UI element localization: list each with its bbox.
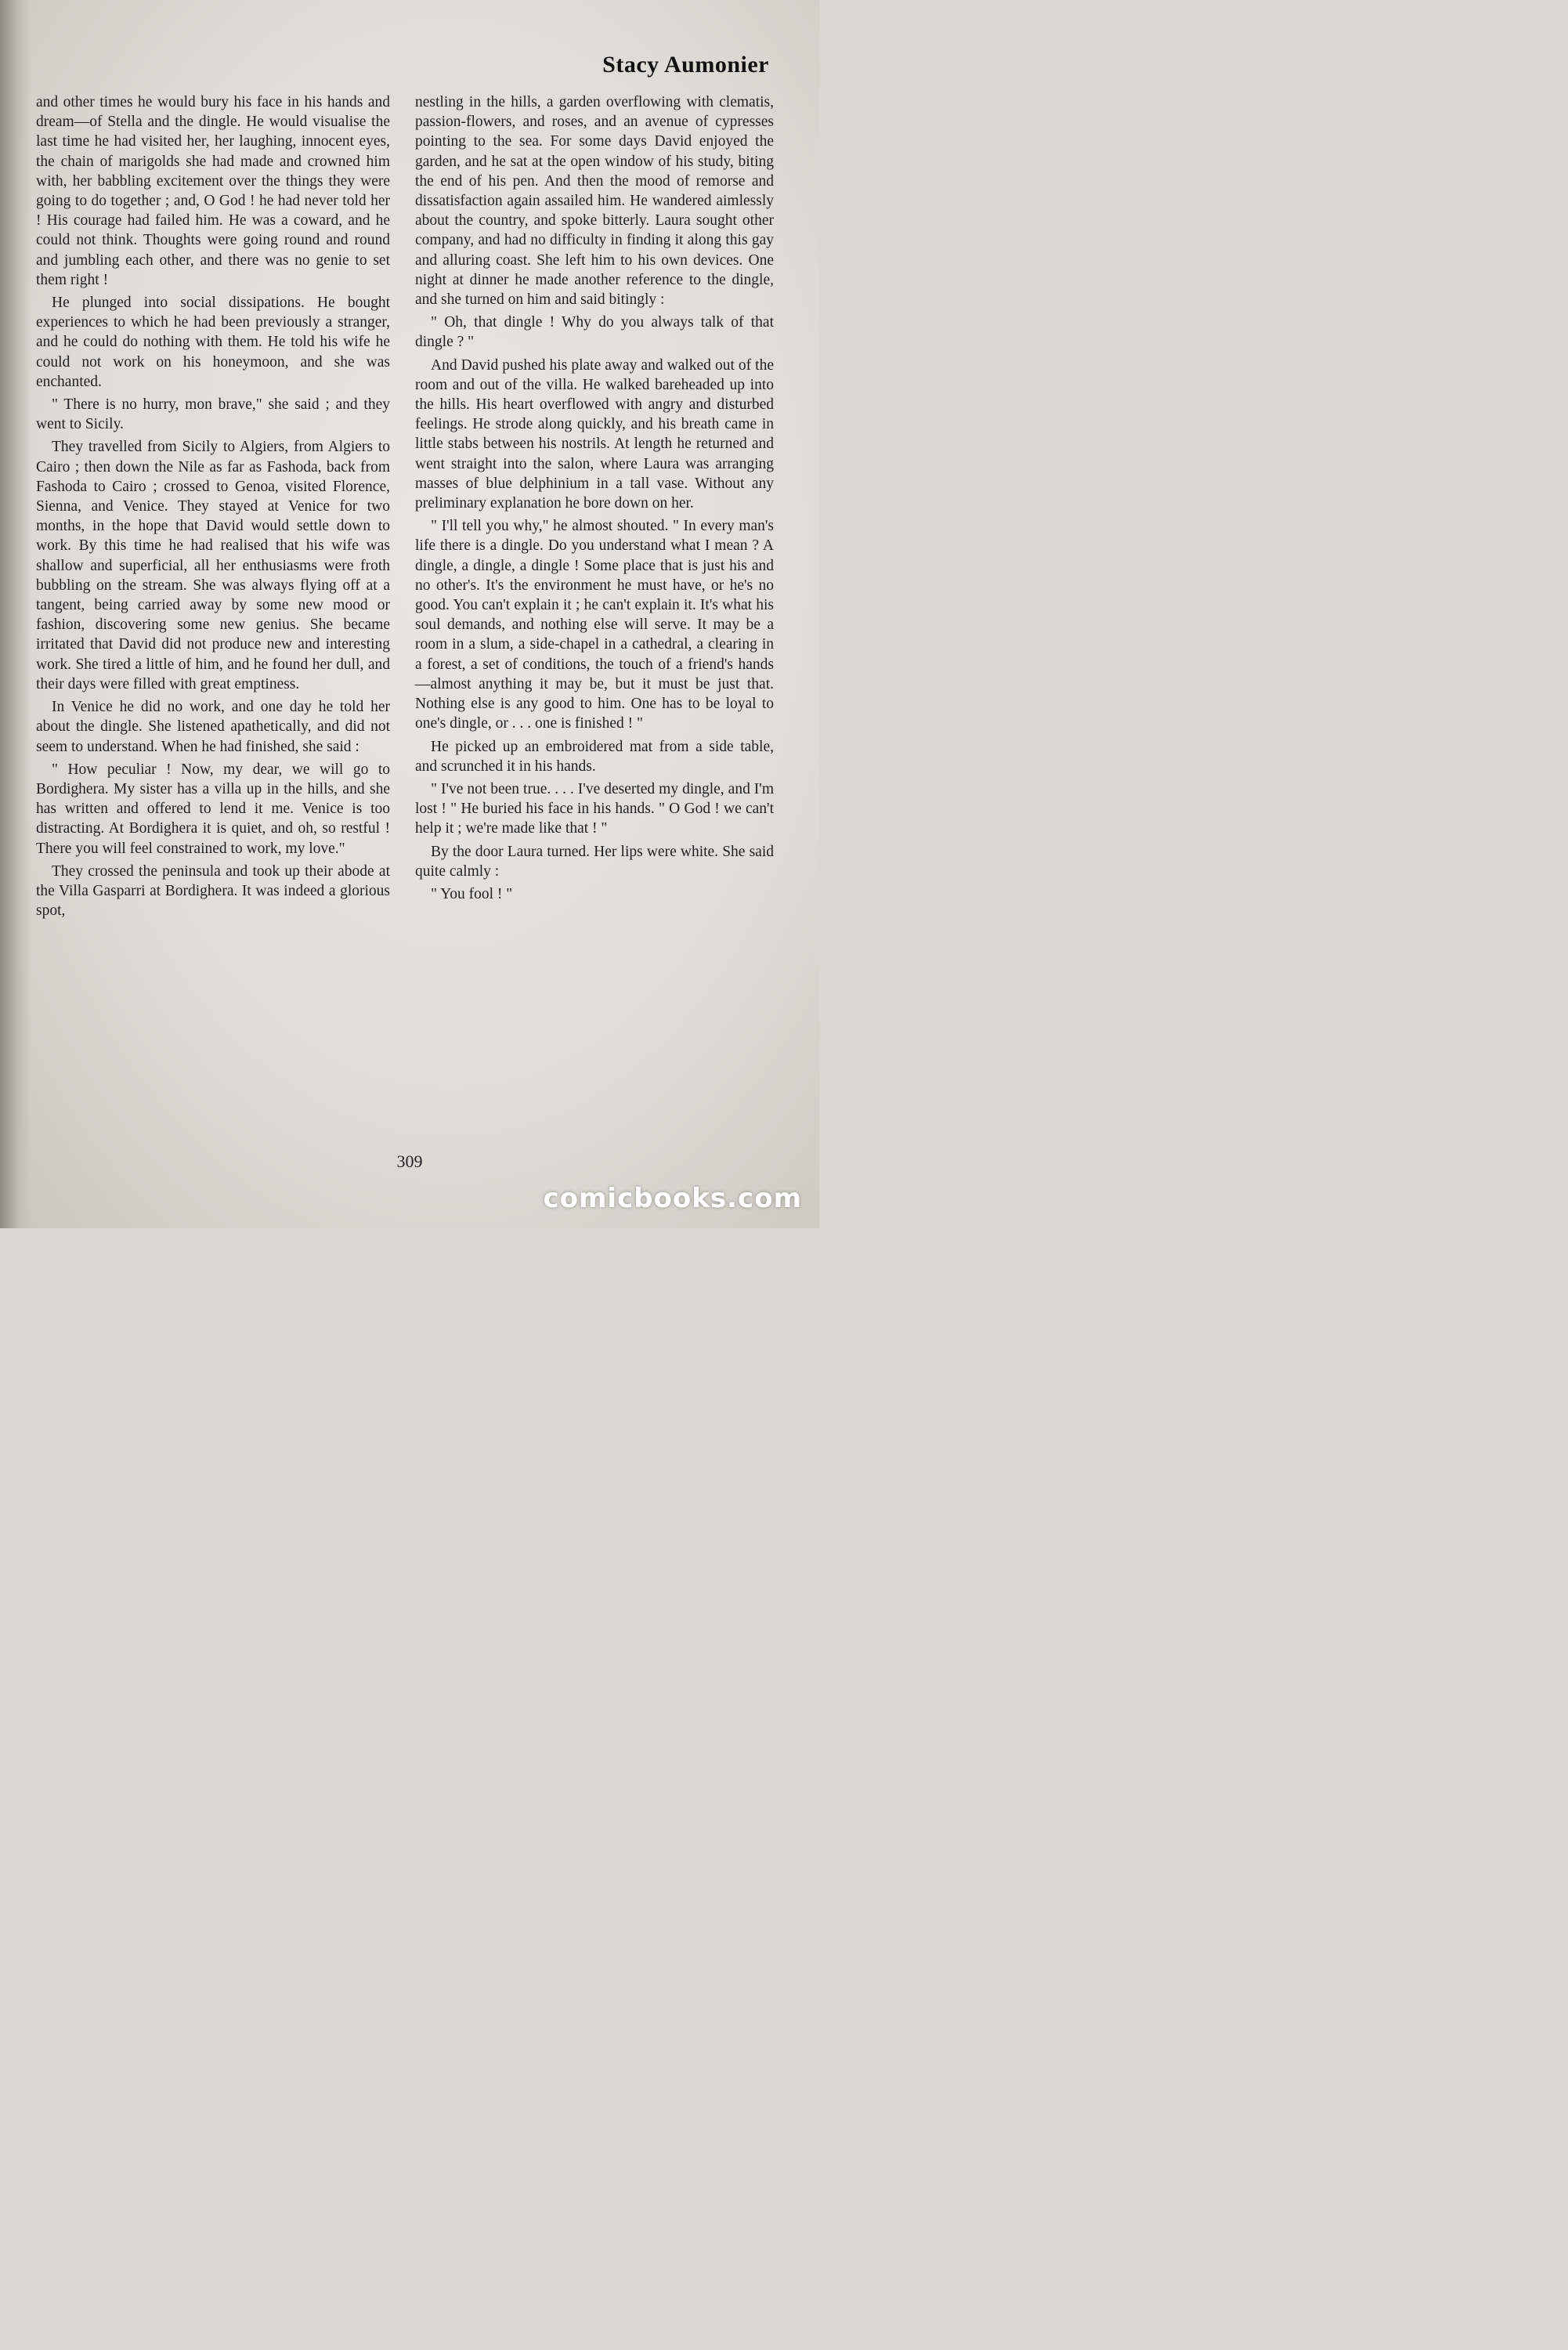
text-column-left [36,92,390,924]
site-watermark: comicbooks.com [543,1183,802,1214]
text-column-right [415,92,774,907]
paragraph: " I've not been true. . . . I've deserted my dingle, and I'm lost ! " He buried his face in his hands. " O God ! we can't help it ; we're made like that ! " [415,780,774,837]
page-number: 309 [396,1152,423,1171]
paragraph: " There is no hurry, mon brave," she said ; and they went to Sicily. [36,396,390,433]
paragraph: " You fool ! " [431,885,513,902]
paragraph: They travelled from Sicily to Algiers, from Algiers to Cairo ; then down the Nile as far as Fashoda, back from Fashoda to Cairo ; crossed to Genoa, visited Florence, Sienna, and Venice. They stayed at Venice for two months, in the hope that David would settle down to work. By this time he had realised that his wife was shallow and superficial, all her enthusiasms were froth bubbling on the stream. She was always flying off at a tangent, being carried away by some new mood or fashion, discovering some new genius. She became irritated that David did not produce new and interesting work. She tired a little of him, and he found her dull, and their days were filled with great emptiness. [36,439,390,692]
paragraph: and other times he would bury his face in his hands and dream—of Stella and the dingle. He would visualise the last time he had visited her, her laughing, innocent eyes, the chain of marigolds she had made and crowned him with, her babbling excitement over the things they were going to do together ; and, O God ! he had never told her ! His courage had failed him. He was a coward, and he could not think. Thoughts were going round and round and jumbling each other, and there was no genie to set them right ! [36,94,390,288]
paragraph: And David pushed his plate away and walked out of the room and out of the villa. He walked bareheaded up into the hills. His heart overflowed with angry and disturbed feelings. He strode along quickly, and his breath came in little stabs between his nostrils. At length he returned and went straight into the salon, where Laura was arranging masses of blue delphinium in a tall vase. Without any preliminary explanation he bore down on her. [415,356,774,512]
paragraph: By the door Laura turned. Her lips were white. She said quite calmly : [415,843,774,880]
paragraph: " How peculiar ! Now, my dear, we will go to Bordighera. My sister has a villa up in the hills, and she has written and offered to lend it me. Venice is too distracting. At Bordighera it is quiet, and oh, so restful ! There you will feel constrained to work, my love." [36,761,390,857]
paragraph: He picked up an embroidered mat from a side table, and scrunched it in his hands. [415,738,774,775]
paragraph: He plunged into social dissipations. He bought experiences to which he had been previously a stranger, and he could do nothing with them. He told his wife he could not work on his honeymoon, and she was enchanted. [36,295,390,390]
paragraph: nestling in the hills, a garden overflowing with clematis, passion-flowers, and roses, and an avenue of cypresses pointing to the sea. For some days David enjoyed the garden, and he sat at the open window of his study, biting the end of his pen. And then the mood of remorse and dissatisfaction again assailed him. He wandered aimlessly about the country, and spoke bitterly. Laura sought other company, and had no difficulty in finding it along this gay and alluring coast. She left him to his own devices. One night at dinner he made another reference to the dingle, and she turned on him and said bitingly : [415,94,774,309]
paragraph: " I'll tell you why," he almost shouted. " In every man's life there is a dingle. Do you understand what I mean ? A dingle, a dingle, a dingle ! Some place that is just his and no other's. It's the environment he must have, or he's no good. You can't explain it ; he can't explain it. It's what his soul demands, and nothing else will serve. It may be a room in a slum, a side-chapel in a cathedral, a clearing in a forest, a set of conditions, the touch of a friend's hands—almost anything it may be, but it must be just that. Nothing else is any good to him. One has to be loyal to one's dingle, or . . . one is finished ! " [415,518,774,732]
magazine-page [0,0,819,1228]
running-header-author: Stacy Aumonier [602,52,769,78]
paragraph: " Oh, that dingle ! Why do you always talk of that dingle ? " [415,314,774,351]
page-edge-shadow [0,0,31,1228]
paragraph: In Venice he did no work, and one day he told her about the dingle. She listened apathetically, and did not seem to understand. When he had finished, she said : [36,699,390,755]
paragraph: They crossed the peninsula and took up their abode at the Villa Gasparri at Bordighera. It was indeed a glorious spot, [36,862,390,920]
